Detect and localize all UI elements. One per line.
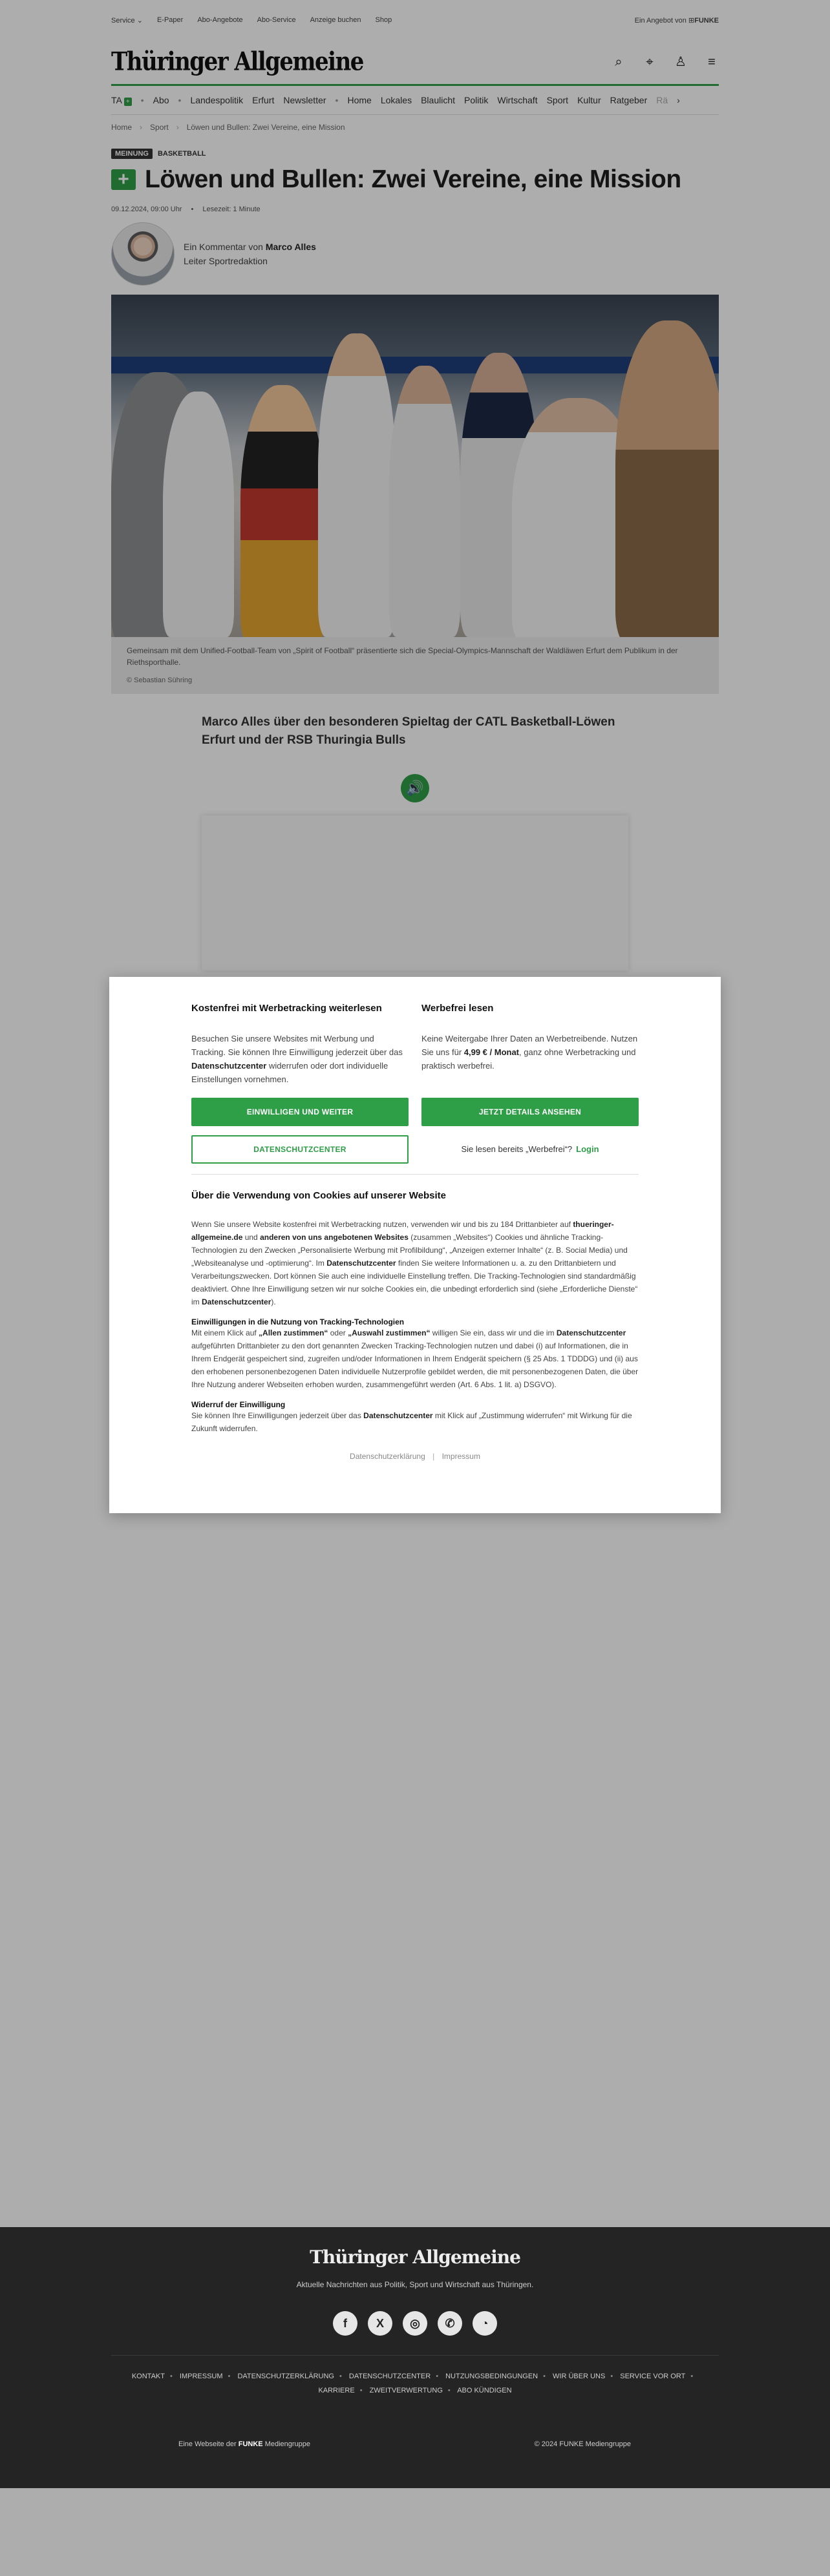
- revoke-subheading: Widerruf der Einwilligung: [191, 1400, 286, 1409]
- reading-time: Lesezeit: 1 Minute: [202, 205, 261, 213]
- footer-logo[interactable]: Thüringer Allgemeine: [310, 2246, 520, 2268]
- author-role: Leiter Sportredaktion: [184, 256, 268, 266]
- nav-item-truncated[interactable]: Rä: [656, 95, 668, 105]
- footer-link-karriere[interactable]: KARRIERE: [318, 2387, 355, 2394]
- price: 4,99 € / Monat: [463, 1047, 520, 1057]
- instagram-icon[interactable]: ◎: [403, 2311, 427, 2336]
- details-button[interactable]: JETZT DETAILS ANSEHEN: [421, 1098, 639, 1126]
- site-footer: [0, 2227, 830, 2488]
- footer-link-abo-kuendigen[interactable]: ABO KÜNDIGEN: [457, 2387, 512, 2394]
- utility-link-abo-service[interactable]: Abo-Service: [257, 16, 296, 24]
- search-icon[interactable]: ⌕: [615, 55, 622, 69]
- utility-link-anzeige[interactable]: Anzeige buchen: [310, 16, 361, 24]
- facebook-icon[interactable]: f: [333, 2311, 357, 2336]
- menu-icon[interactable]: ≡: [708, 55, 716, 69]
- rss-icon[interactable]: ◔: [473, 2311, 497, 2336]
- nav-item-wirtschaft[interactable]: Wirtschaft: [497, 95, 538, 105]
- speaker-icon[interactable]: 🔊: [401, 774, 429, 802]
- option-tracking: Kostenfrei mit Werbetracking weiterlesen Besuchen Sie unsere Websites mit Werbung und Tracking. Sie können Ihre Einwilligung jederzeit über das Datenschutzcenter widerrufen oder dort individuelle Einstellungen vornehmen. EINWILLIGEN UND WEITER DATENSCHUTZCENTER: [191, 1003, 409, 1164]
- article-meta: 09.12.2024, 09:00 Uhr • Lesezeit: 1 Minute: [111, 205, 261, 213]
- image-caption: Gemeinsam mit dem Unified-Football-Team von „Spirit of Football“ präsentierte sich die Special-Olympics-Mannschaft der Waldläwen Erfurt dem Publikum in der Riethsporthalle. © Sebastian Sühring: [111, 637, 719, 694]
- author-box: Ein Kommentar von Marco Alles Leiter Sportredaktion: [111, 222, 719, 286]
- privacy-center-button[interactable]: DATENSCHUTZCENTER: [191, 1135, 409, 1164]
- privacy-center-link[interactable]: Datenschutzcenter: [191, 1061, 267, 1071]
- utility-link-service[interactable]: Service ⌄: [111, 16, 143, 25]
- option-tracking-title: Kostenfrei mit Werbetracking weiterlesen: [191, 1003, 382, 1014]
- article-teaser: Marco Alles über den besonderen Spieltag der CATL Basketball-Löwen Erfurt und der RSB Thuringia Bulls: [202, 715, 615, 747]
- breadcrumb: Home › Sport › Löwen und Bullen: Zwei Vereine, eine Mission: [111, 123, 345, 132]
- footer-link-datenschutzerklaerung[interactable]: DATENSCHUTZERKLÄRUNG: [237, 2372, 334, 2380]
- chevron-right-icon[interactable]: ›: [677, 95, 680, 105]
- footer-link-service-vor-ort[interactable]: SERVICE VOR ORT: [620, 2372, 686, 2380]
- breadcrumb-sport[interactable]: Sport: [150, 123, 169, 132]
- nav-item-abo[interactable]: Abo: [153, 95, 169, 105]
- nav-item-kultur[interactable]: Kultur: [577, 95, 601, 105]
- login-link[interactable]: Login: [576, 1144, 599, 1154]
- option-adfree: Werbefrei lesen Keine Weitergabe Ihrer Daten an Werbetreibende. Nutzen Sie uns für 4,99 € / Monat, ganz ohne Werbetracking und praktisch werbefrei. JETZT DETAILS ANSEHEN Sie lesen bereits „Werbefrei“? Login: [421, 1003, 638, 1154]
- cookie-section-title: Über die Verwendung von Cookies auf unserer Website: [191, 1190, 446, 1201]
- category-label: BASKETBALL: [157, 150, 206, 158]
- breadcrumb-home[interactable]: Home: [111, 123, 133, 132]
- nav-item-politik[interactable]: Politik: [464, 95, 489, 105]
- divider: [191, 1174, 639, 1175]
- nav-item-ratgeber[interactable]: Ratgeber: [610, 95, 648, 105]
- footer-link-zweitverwertung[interactable]: ZWEITVERWERTUNG: [369, 2387, 443, 2394]
- footer-link-wir-ueber-uns[interactable]: WIR ÜBER UNS: [553, 2372, 606, 2380]
- nav-item-ta-plus[interactable]: TA +: [111, 95, 132, 106]
- privacy-policy-link[interactable]: Datenschutzerklärung: [350, 1452, 425, 1461]
- site-logo[interactable]: Thüringer Allgemeine: [111, 47, 363, 77]
- divider: [111, 2355, 719, 2356]
- footer-bottom: Eine Webseite der FUNKE Mediengruppe © 2024 FUNKE Mediengruppe: [178, 2440, 631, 2448]
- footer-link-kontakt[interactable]: KONTAKT: [131, 2372, 165, 2380]
- nav-item-newsletter[interactable]: Newsletter: [283, 95, 326, 105]
- consent-subheading: Einwilligungen in die Nutzung von Tracking-Technologien: [191, 1317, 405, 1326]
- image-credit: © Sebastian Sühring: [127, 676, 193, 684]
- utility-link-shop[interactable]: Shop: [375, 16, 392, 24]
- nav-item-home[interactable]: Home: [347, 95, 372, 105]
- whatsapp-icon[interactable]: ✆: [438, 2311, 462, 2336]
- nav-item-lokales[interactable]: Lokales: [380, 95, 412, 105]
- breadcrumb-current: Löwen und Bullen: Zwei Vereine, eine Mission: [186, 123, 345, 132]
- publish-date: 09.12.2024, 09:00 Uhr: [111, 205, 182, 213]
- funke-logo-icon: ⊞: [688, 16, 695, 25]
- nav-item-erfurt[interactable]: Erfurt: [252, 95, 275, 105]
- user-icon[interactable]: ♙: [675, 55, 686, 69]
- plus-badge: +: [124, 98, 132, 106]
- footer-link-nutzungsbedingungen[interactable]: NUTZUNGSBEDINGUNGEN: [445, 2372, 538, 2380]
- footer-link-datenschutzcenter[interactable]: DATENSCHUTZCENTER: [348, 2372, 431, 2380]
- accept-button[interactable]: EINWILLIGEN UND WEITER: [191, 1098, 409, 1126]
- footer-link-impressum[interactable]: IMPRESSUM: [179, 2372, 223, 2380]
- social-links: [0, 2311, 830, 2336]
- footer-links: KONTAKT • IMPRESSUM • DATENSCHUTZERKLÄRUNG • DATENSCHUTZCENTER • NUTZUNGSBEDINGUNGEN • WIR ÜBER UNS • SERVICE VOR ORT • KARRIERE • ZWEITVERWERTUNG • ABO KÜNDIGEN: [131, 2372, 694, 2394]
- consent-dialog: Kostenfrei mit Werbetracking weiterlesen Besuchen Sie unsere Websites mit Werbung und Tracking. Sie können Ihre Einwilligung jederzeit über das Datenschutzcenter widerrufen oder dort individuelle Einstellungen vornehmen. EINWILLIGEN UND WEITER DATENSCHUTZCENTER Werbefrei lesen Keine Weitergabe Ihrer Daten an Werbetreibende. Nutzen Sie uns für 4,99 € / Monat, ganz ohne Werbetracking und praktisch werbefrei. JETZT DETAILS ANSEHEN Sie lesen bereits „Werbefrei“? Login Über die Verwendung von Cookies auf unserer Website Wenn Sie unsere Website kostenfrei mit Werbetracking nutzen, verwenden wir und bis zu 184 Drittanbieter auf thueringer-allgemeine.de und anderen von uns angebotenen Websites (zusammen „Websites“) Cookies und ähnliche Tracking-Technologien zu den Zwecken „Personalisierte Werbung mit Profilbildung“, „Anzeigen externer Inhalte“ (z. B. Social Media) und „Websiteanalyse und -optimierung“. Im Datenschutzcenter finden Sie weitere Informationen u. a. zu den Drittanbietern und Verarbeitungszwecken. Dort können Sie auch eine individuelle Einstellung treffen. Die Tracking-Technologien sind standardmäßig deaktiviert. Ohne Ihre Einwilligung setzen wir nur solche Cookies ein, die unbedingt erforderlich sind (siehe „Erforderliche Dienste“ im Datenschutzcenter). Einwilligungen in die Nutzung von Tracking-Technologien Mit einem Klick auf „Allen zustimmen“ oder „Auswahl zustimmen“ willigen Sie ein, dass wir und die im Datenschutzcenter aufgeführten Drittanbieter zu den dort genannten Zwecken Tracking-Technologien nutzen und dabei (i) auf Informationen, die in Ihrem Endgerät gespeichert sind, zugreifen und/oder Informationen in Ihrem Endgerät speichern (§ 25 Abs. 1 TDDDG) und (ii) aus den erhobenen personenbezogenen Daten individuelle Nutzerprofile gebildet werden, die mit personenbezogenen Daten, die über Ihre Nutzung anderer Webseiten erhoben wurden, zusammengeführt werden (Art. 6 Abs. 1 lit. a) DSGVO). Widerruf der Einwilligung Sie können Ihre Einwilligungen jederzeit über das Datenschutzcenter mit Klick auf „Zustimmung widerrufen“ mit Wirkung für die Zukunft widerrufen. Datenschutzerklärung | Impressum: [109, 977, 721, 1513]
- option-adfree-title: Werbefrei lesen: [421, 1003, 494, 1014]
- author-name[interactable]: Marco Alles: [265, 242, 316, 252]
- nav-item-landespolitik[interactable]: Landespolitik: [190, 95, 244, 105]
- page-title: Löwen und Bullen: Zwei Vereine, eine Mission: [145, 165, 681, 193]
- footer-tagline: Aktuelle Nachrichten aus Politik, Sport und Wirtschaft aus Thüringen.: [296, 2280, 534, 2289]
- utility-link-abo-angebote[interactable]: Abo-Angebote: [197, 16, 243, 24]
- chevron-down-icon: ⌄: [136, 16, 143, 25]
- imprint-link[interactable]: Impressum: [442, 1452, 480, 1461]
- nav-item-blaulicht[interactable]: Blaulicht: [421, 95, 455, 105]
- nav-item-sport[interactable]: Sport: [546, 95, 569, 105]
- plus-icon: +: [111, 169, 136, 190]
- publisher-note: Ein Angebot von ⊞FUNKE: [634, 16, 719, 25]
- utility-link-epaper[interactable]: E-Paper: [156, 16, 184, 24]
- dialog-footer-links: Datenschutzerklärung | Impressum: [350, 1452, 480, 1461]
- location-icon[interactable]: ⌖: [646, 55, 654, 69]
- copyright: © 2024 FUNKE Mediengruppe: [534, 2440, 631, 2448]
- opinion-tag: MEINUNG: [111, 149, 153, 159]
- x-icon[interactable]: X: [368, 2311, 392, 2336]
- cookie-info-text: Wenn Sie unsere Website kostenfrei mit Werbetracking nutzen, verwenden wir und bis zu 184 Drittanbieter auf thueringer-allgemeine.de und anderen von uns angebotenen Websites (zusammen „Websites“) Cookies und ähnliche Tracking-Technologien zu den Zwecken „Personalisierte Werbung mit Profilbildung“, „Anzeigen externer Inhalte“ (z. B. Social Media) und „Websiteanalyse und -optimierung“. Im Datenschutzcenter finden Sie weitere Informationen u. a. zu den Drittanbietern und Verarbeitungszwecken. Dort können Sie auch eine individuelle Einstellung treffen. Die Tracking-Technologien sind standardmäßig deaktiviert. Ohne Ihre Einwilligung setzen wir nur solche Cookies ein, die unbedingt erforderlich sind (siehe „Erforderliche Dienste“ im Datenschutzcenter).: [191, 1220, 638, 1306]
- main-nav: TA + • Abo • Landespolitik Erfurt Newsletter • Home Lokales Blaulicht Politik Wirtschaft Sport Kultur Ratgeber Rä ›: [111, 86, 719, 115]
